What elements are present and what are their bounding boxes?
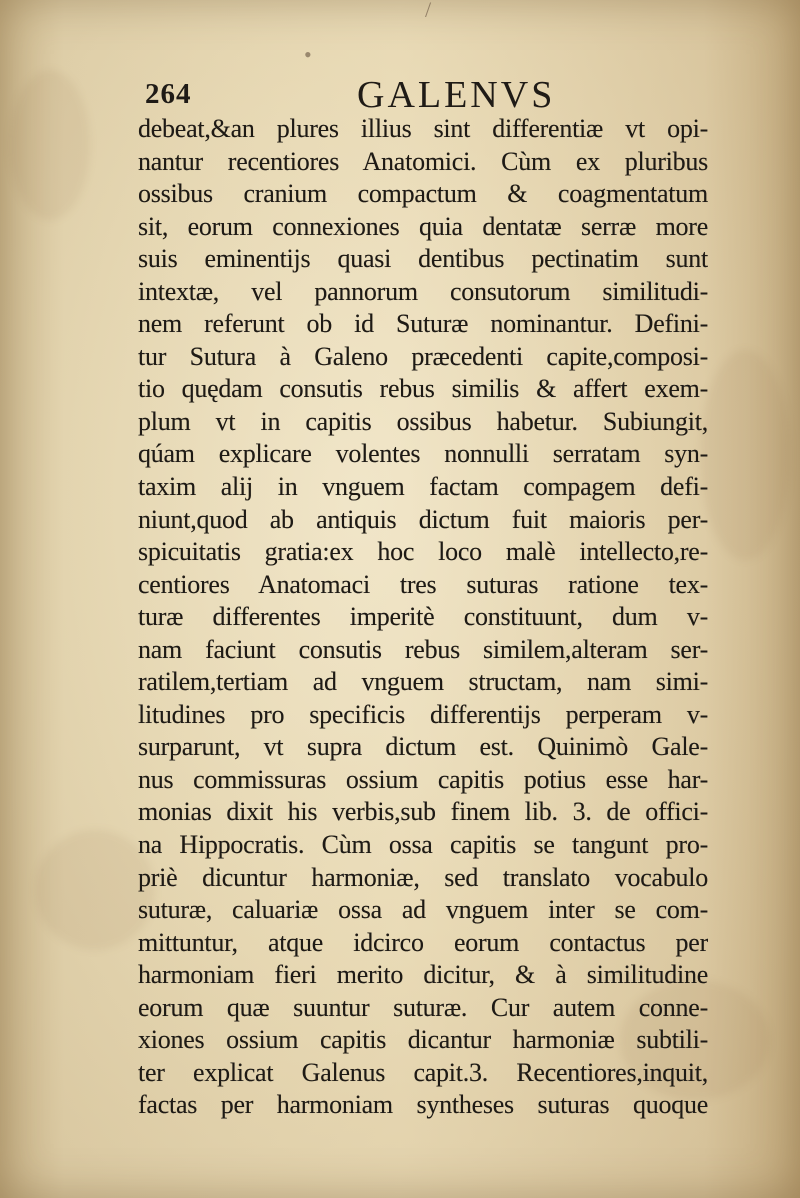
text-line: ossibus cranium compactum & coagmentatum — [138, 179, 708, 209]
text-line: spicuitatis gratia:ex hoc loco malè intellecto,re- — [138, 537, 708, 567]
text-line: plum vt in capitis ossibus habetur. Subiungit, — [138, 406, 708, 436]
text-line: ter explicat Galenus capit.3. Recentiores,inquit, — [138, 1057, 708, 1087]
text-line: tio quędam consutis rebus similis & affert exem- — [138, 374, 708, 404]
text-line: nus commissuras ossium capitis potius esse har- — [138, 764, 708, 794]
text-line: litudines pro specificis differentijs perperam v- — [138, 699, 708, 729]
text-line: centiores Anatomaci tres suturas ratione tex- — [138, 569, 708, 599]
text-line: nam faciunt consutis rebus similem,alteram ser- — [138, 634, 708, 664]
text-line: priè dicuntur harmoniæ, sed translato vocabulo — [138, 862, 708, 892]
text-line: factas per harmoniam syntheses suturas quoque — [138, 1090, 708, 1120]
page-number: 264 — [145, 78, 192, 110]
text-line: debeat,&an plures illius sint differentiæ vt opi- — [138, 114, 708, 143]
text-line: nantur recentiores Anatomici. Cùm ex pluribus — [138, 146, 708, 176]
text-line: na Hippocratis. Cùm ossa capitis se tangunt pro- — [138, 830, 708, 860]
ink-stroke: / — [425, 0, 432, 22]
text-line: surparunt, vt supra dictum est. Quinimò Gale- — [138, 732, 708, 762]
main-text-block — [138, 113, 708, 1120]
text-line: tur Sutura à Galeno præcedenti capite,composi- — [138, 341, 708, 371]
text-line: monias dixit his verbis,sub finem lib. 3. de offici- — [138, 797, 708, 827]
text-line: nem referunt ob id Suturæ nominantur. Defini- — [138, 309, 708, 339]
paper-stain — [10, 70, 90, 220]
paper-stain — [700, 350, 790, 560]
text-line: taxim alij in vnguem factam compagem defi- — [138, 472, 708, 502]
text-line: suis eminentijs quasi dentibus pectinatim sunt — [138, 244, 708, 274]
text-line: niunt,quod ab antiquis dictum fuit maioris per- — [138, 504, 708, 534]
paper-stain — [35, 830, 155, 950]
text-line: xiones ossium capitis dicantur harmoniæ subtili- — [138, 1025, 708, 1055]
text-line: qúam explicare volentes nonnulli serratam syn- — [138, 439, 708, 469]
text-line: ratilem,tertiam ad vnguem structam, nam simi- — [138, 667, 708, 697]
text-line: intextæ, vel pannorum consutorum similitudi- — [138, 276, 708, 306]
text-line: suturæ, caluariæ ossa ad vnguem inter se com- — [138, 895, 708, 925]
running-head: GALENVS — [357, 74, 556, 116]
text-line: mittuntur, atque idcirco eorum contactus per — [138, 927, 708, 957]
ink-speck: • — [304, 42, 312, 67]
text-line: eorum quæ suuntur suturæ. Cur autem conne- — [138, 992, 708, 1022]
text-line: turæ differentes imperitè constituunt, dum v- — [138, 602, 708, 632]
text-line: sit, eorum connexiones quia dentatæ serræ more — [138, 211, 708, 241]
text-line: harmoniam fieri merito dicitur, & à similitudine — [138, 960, 708, 990]
